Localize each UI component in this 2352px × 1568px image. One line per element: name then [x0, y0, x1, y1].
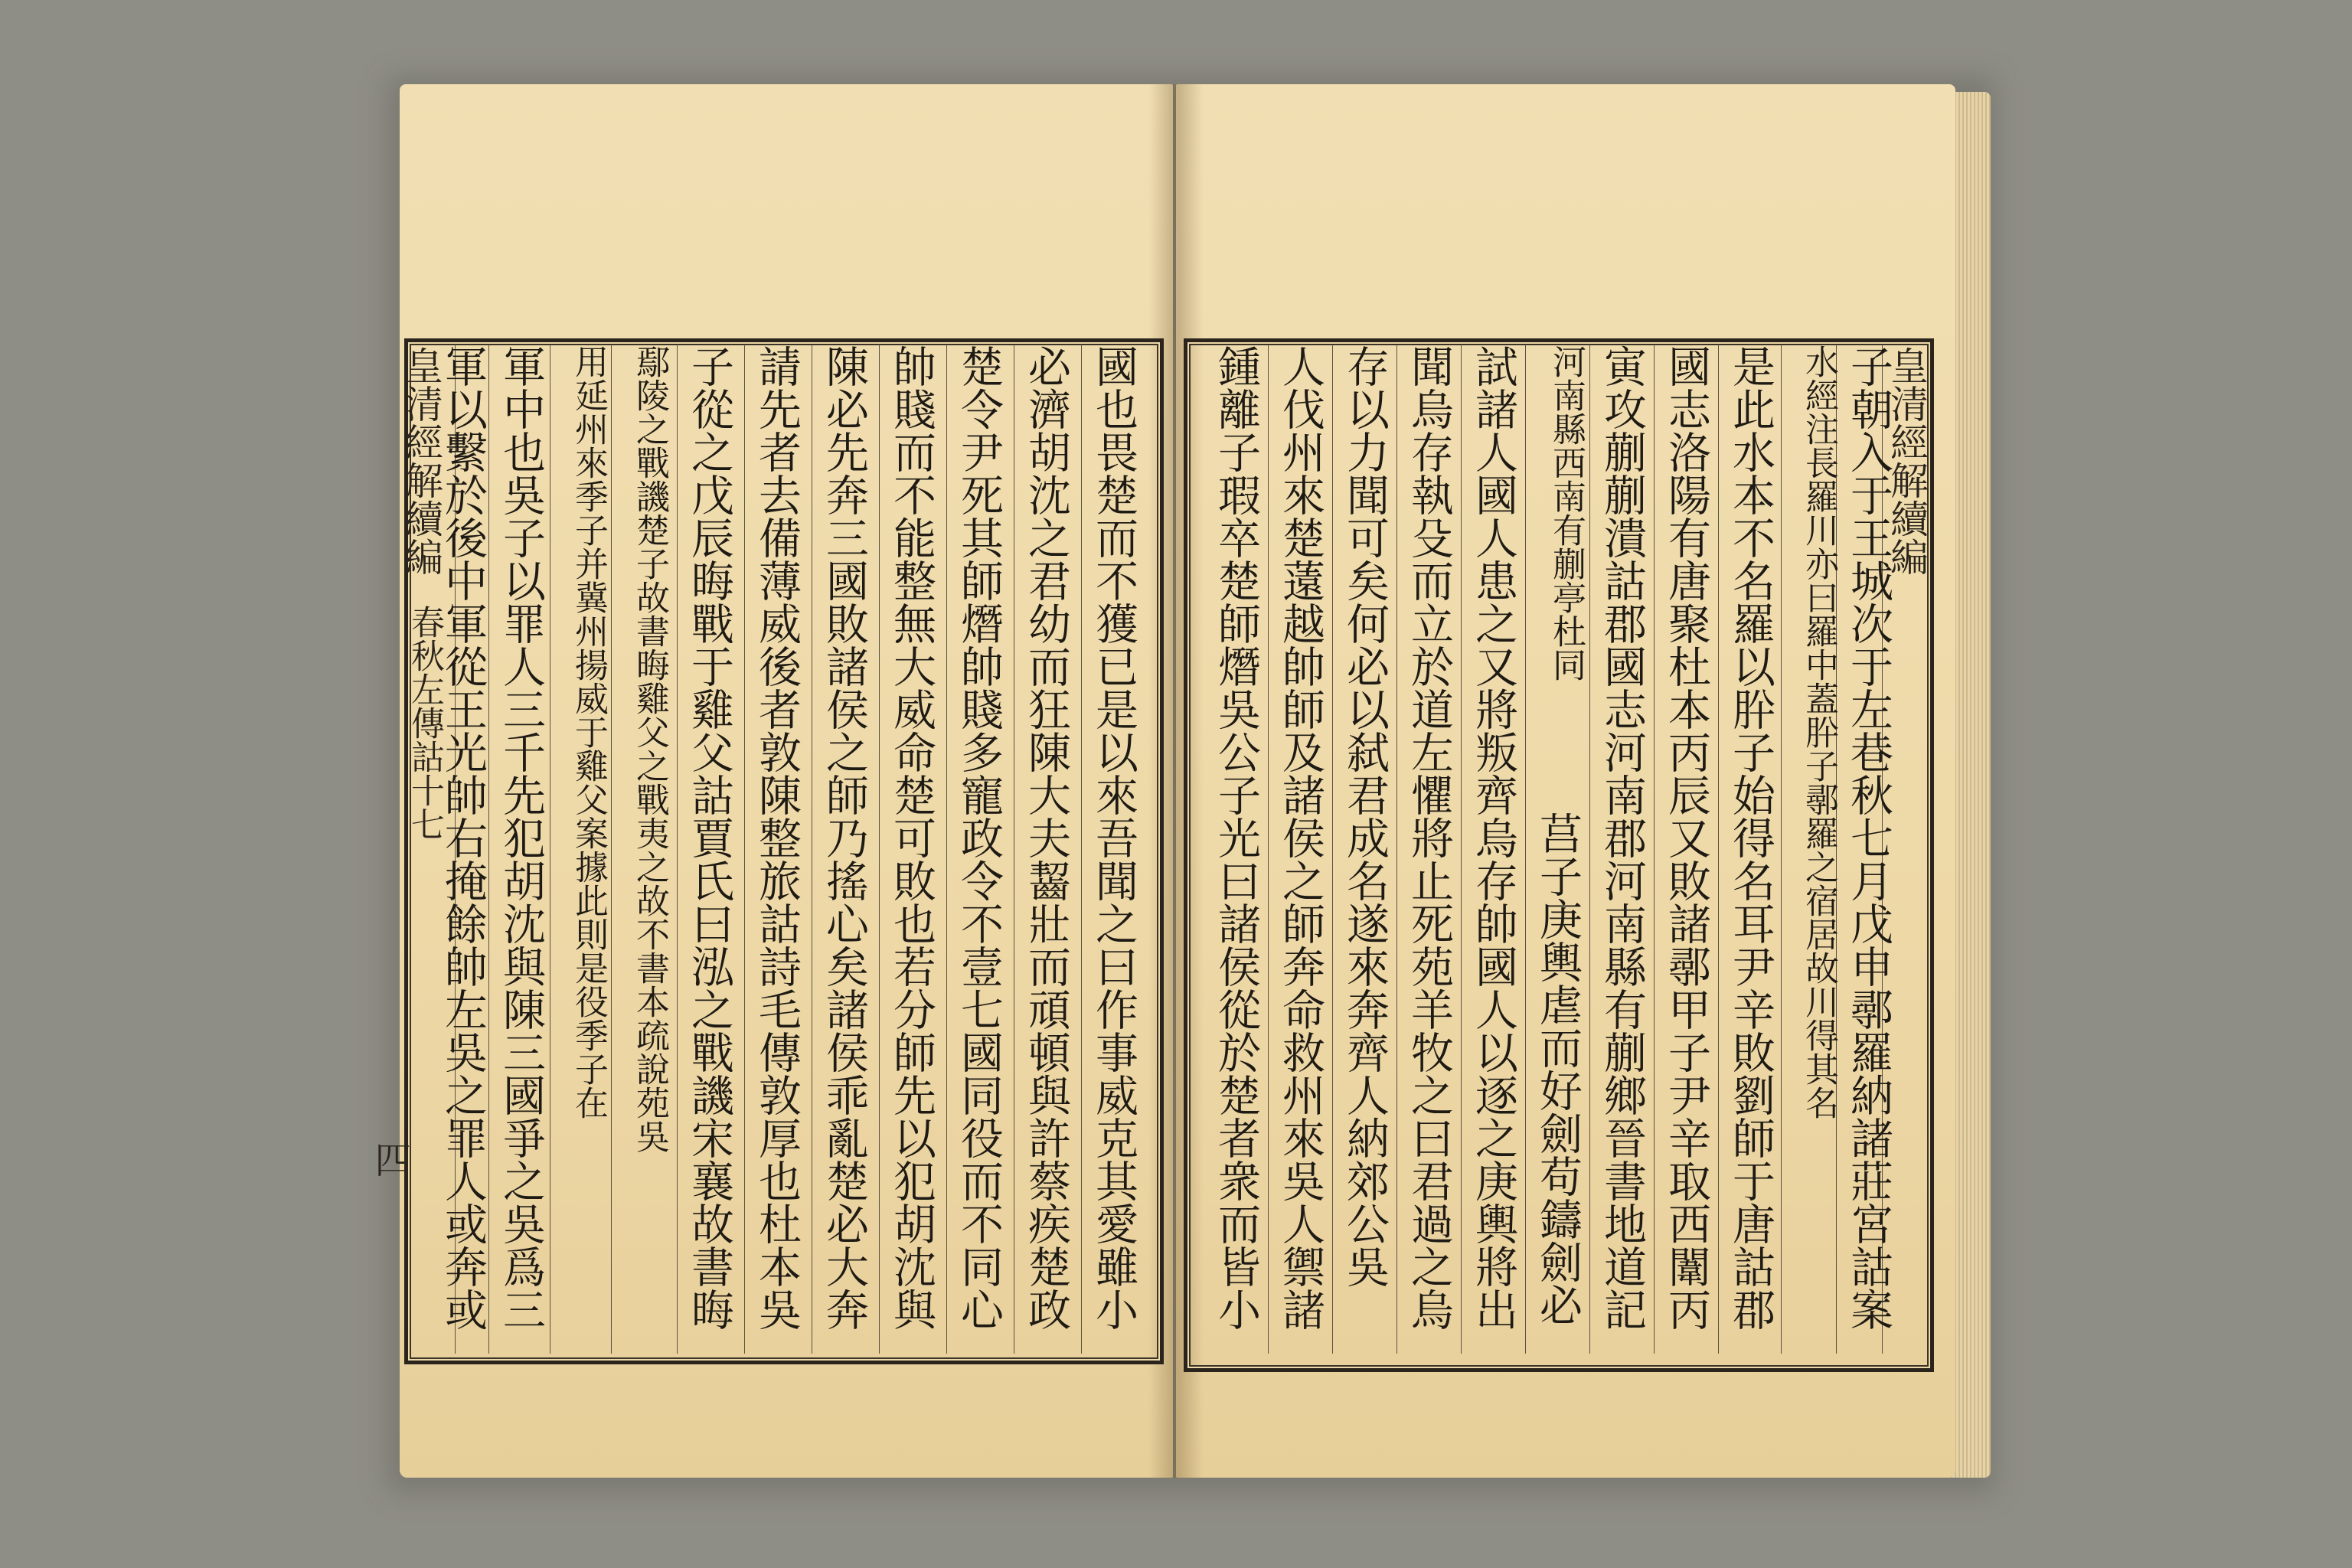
right-column-8: 聞烏存執殳而立於道左懼將止死苑羊牧之曰君過之烏 [1404, 345, 1454, 1331]
left-column-1: 國也畏楚而不獲已是以來吾聞之曰作事威克其愛雖小 [1089, 345, 1138, 1331]
left-column-8: 鄢陵之戰譏楚子故書晦雞父之戰夷之故不書本疏說苑吳 [630, 345, 669, 1153]
left-column-3: 楚令尹死其師熸帥賤多寵政令不壹七國同役而不同心 [954, 345, 1004, 1331]
right-column-9: 存以力聞可矣何必以弑君成名遂來奔齊人納郊公吳 [1340, 345, 1390, 1288]
left-column-9: 用延州來季子并冀州揚威于雞父案據此則是役季子在 [569, 345, 608, 1119]
left-column-2: 必濟胡沈之君幼而狂陳大夫齧壯而頑頓與許蔡疾楚政 [1021, 345, 1071, 1331]
right-column-3: 是此水本不名羅以肸子始得名耳尹辛敗劉師于唐詁郡 [1726, 345, 1775, 1331]
left-column-11: 軍以繫於後中軍從王光帥右掩餘帥左吳之罪人或奔或 [438, 345, 488, 1331]
right-column-6a: 河南縣西南有蒯亭杜同 [1547, 345, 1586, 681]
right-margin-bleed [1905, 689, 1936, 858]
left-margin-section: 春秋左傳詁十七 [405, 605, 444, 841]
right-column-1: 子朝入于王城次于左巷秋七月戊申鄩羅納諸莊宮詁案 [1844, 345, 1893, 1331]
right-column-10: 人伐州來楚薳越帥師及諸侯之師奔命救州來吳人禦諸 [1276, 345, 1325, 1331]
right-column-5: 寅攻蒯蒯潰詁郡國志河南郡河南縣有蒯鄉晉書地道記 [1597, 345, 1647, 1331]
left-column-4: 帥賤而不能整無大威命楚可敗也若分師先以犯胡沈與 [887, 345, 936, 1331]
right-column-11: 鍾離子瑕卒楚師熸吳公子光曰諸侯從於楚者衆而皆小 [1211, 345, 1261, 1331]
right-column-2: 水經注長羅川亦曰羅中蓋肸子鄩羅之宿居故川得其名 [1799, 345, 1838, 1119]
right-column-7: 試諸人國人患之又將叛齊烏存帥國人以逐之庚輿將出 [1468, 345, 1518, 1331]
left-column-10: 軍中也吳子以罪人三千先犯胡沈與陳三國爭之吳爲三 [496, 345, 546, 1331]
right-column-4: 國志洛陽有唐聚杜本丙辰又敗諸鄩甲子尹辛取西闈丙 [1661, 345, 1711, 1331]
right-column-6b: 莒子庚輿虐而好劍苟鑄劍必 [1533, 812, 1583, 1326]
right-margin-title: 皇清經解續編 [1884, 346, 1929, 576]
left-margin-title: 皇清經解續編 [399, 346, 443, 576]
left-column-6: 請先者去備薄威後者敦陳整旅詁詩毛傳敦厚也杜本吳 [752, 345, 802, 1331]
left-column-5: 陳必先奔三國敗諸侯之師乃搖心矣諸侯乖亂楚必大奔 [819, 345, 869, 1331]
left-column-7: 子從之戊辰晦戰于雞父詁賈氏曰泓之戰譏宋襄故書晦 [684, 345, 734, 1331]
left-folio: 四 [368, 1141, 411, 1178]
